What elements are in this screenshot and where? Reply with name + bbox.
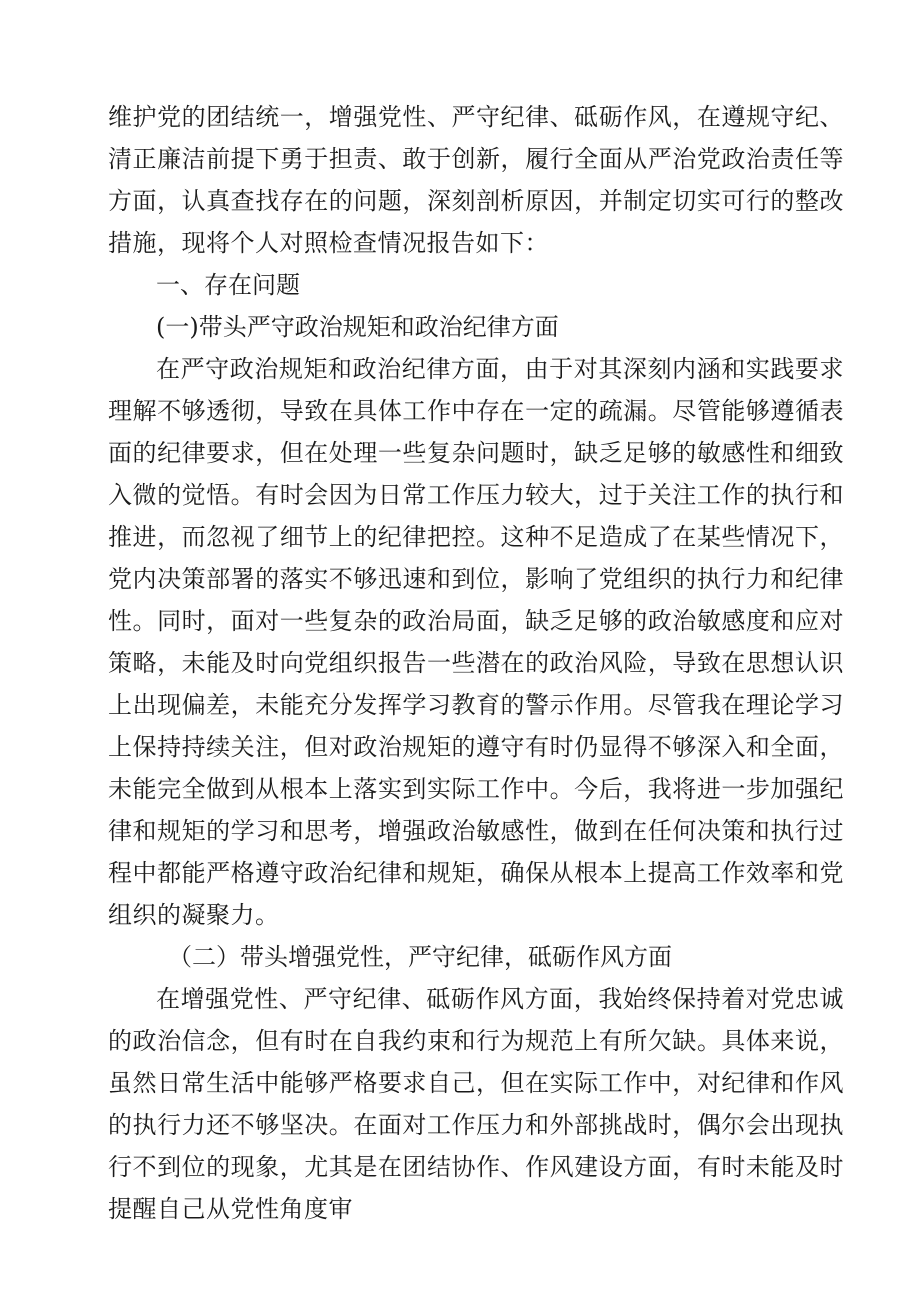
subsection-2-paragraph: 在增强党性、严守纪律、砥砺作风方面，我始终保持着对党忠诚的政治信念，但有时在自我约束和行为规范上有所欠缺。具体来说，虽然日常生活中能够严格要求自己，但在实际工作中，对纪律和作风的执行力还不够坚决。在面对工作压力和外部挑战时，偶尔会出现执行不到位的现象，尤其是在团结协作、作风建设方面，有时未能及时提醒自己从党性角度审 [108,985,844,1223]
subsection-2-heading: （二）带头增强党性，严守纪律，砥砺作风方面 [168,943,672,971]
subsection-1-paragraph: 在严守政治规矩和政治纪律方面，由于对其深刻内涵和实践要求理解不够透彻，导致在具体工作中存在一定的疏漏。尽管能够遵循表面的纪律要求，但在处理一些复杂问题时，缺乏足够的敏感性和细致入微的觉悟。有时会因为日常工作压力较大，过于关注工作的执行和推进，而忽视了细节上的纪律把控。这种不足造成了在某些情况下，党内决策部署的落实不够迅速和到位，影响了党组织的执行力和纪律性。同时，面对一些复杂的政治局面，缺乏足够的政治敏感度和应对策略，未能及时向党组织报告一些潜在的政治风险，导致在思想认识上出现偏差，未能充分发挥学习教育的警示作用。尽管我在理论学习上保持持续关注，但对政治规矩的遵守有时仍显得不够深入和全面，未能完全做到从根本上落实到实际工作中。今后，我将进一步加强纪律和规矩的学习和思考，增强政治敏感性，做到在任何决策和执行过程中都能严格遵守政治纪律和规矩，确保从根本上提高工作效率和党组织的凝聚力。 [108,355,844,929]
document-body [108,96,844,1230]
section-heading: 一、存在问题 [156,271,300,299]
intro-paragraph: 维护党的团结统一，增强党性、严守纪律、砥砺作风，在遵规守纪、清正廉洁前提下勇于担责、敢于创新，履行全面从严治党政治责任等方面，认真查找存在的问题，深刻剖析原因，并制定切实可行的整改措施，现将个人对照检查情况报告如下： [108,103,844,257]
subsection-1-heading: (一)带头严守政治规矩和政治纪律方面 [156,313,559,341]
